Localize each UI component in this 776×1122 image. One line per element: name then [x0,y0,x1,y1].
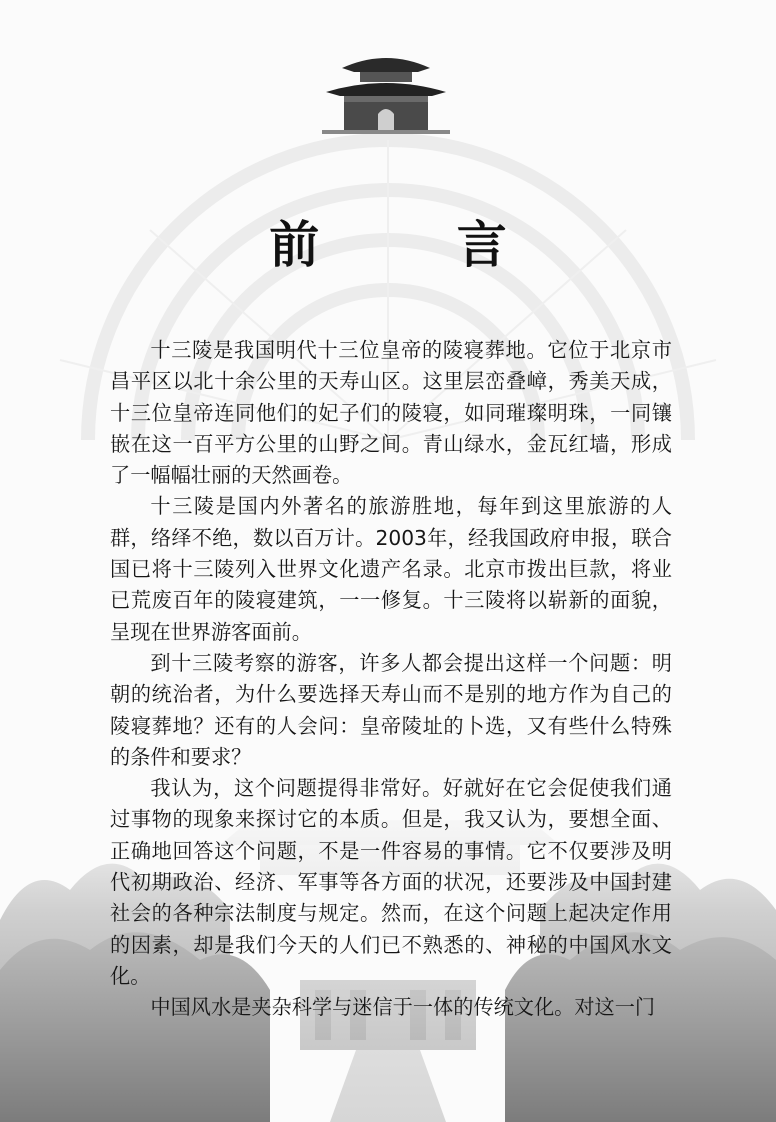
paragraph: 到十三陵考察的游客，许多人都会提出这样一个问题：明朝的统治者，为什么要选择天寿山而不是别的地方作为自己的陵寝葬地？还有的人会问：皇帝陵址的卜选，又有些什么特殊的条件和要求？ [110,650,672,769]
pavilion-image [322,46,450,134]
page-title: 前 言 [269,215,567,274]
paragraph: 我认为，这个问题提得非常好。好就好在它会促使我们通过事物的现象来探讨它的本质。但是，我又认为，要想全面、正确地回答这个问题，不是一件容易的事情。它不仅要涉及明代初期政治、经济、军事等各方面的状况，还要涉及中国封建社会的各种宗法制度与规定。然而，在这个问题上起决定作用的因素，却是我们今天的人们已不熟悉的、神秘的中国风水文化。 [110,776,672,988]
body-text [110,335,672,1024]
paragraph: 十三陵是我国明代十三位皇帝的陵寝葬地。它位于北京市昌平区以北十余公里的天寿山区。这里层峦叠嶂，秀美天成，十三位皇帝连同他们的妃子们的陵寝，如同璀璨明珠，一同镶嵌在这一百平方公里的山野之间。青山绿水，金瓦红墙，形成了一幅幅壮丽的天然画卷。 [110,338,672,488]
paragraph: 中国风水是夹杂科学与迷信于一体的传统文化。对这一门 [150,995,656,1020]
paragraph: 十三陵是国内外著名的旅游胜地，每年到这里旅游的人群，络绎不绝，数以百万计。2003年，经我国政府申报，联合国已将十三陵列入世界文化遗产名录。北京市拨出巨款，将业已荒废百年的陵寝建筑，一一修复。十三陵将以崭新的面貌，呈现在世界游客面前。 [110,494,672,644]
